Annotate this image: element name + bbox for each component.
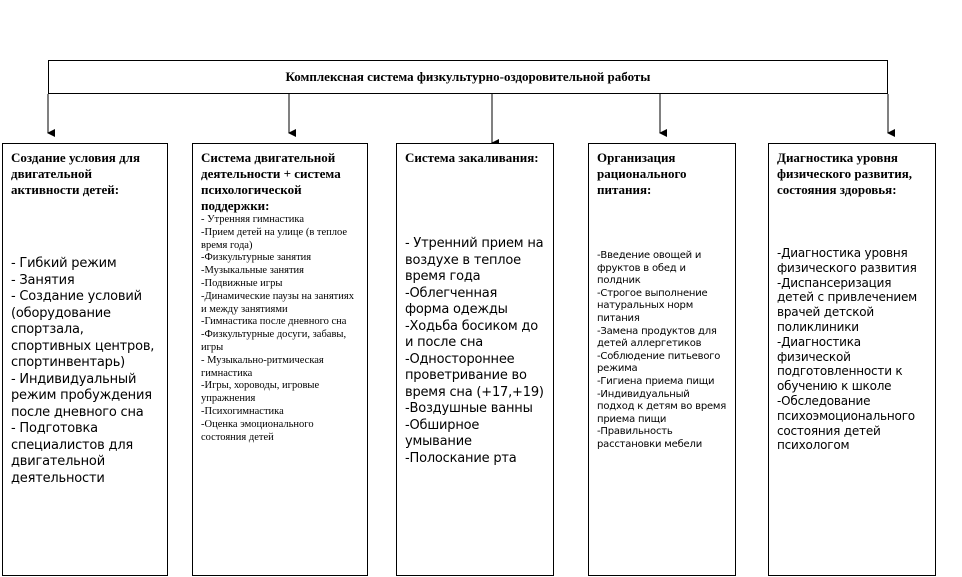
list-item: -Игры, хороводы, игровые упражнения (201, 380, 320, 405)
list-item: -Диагностика физической подготовленности к обучению к школе (777, 334, 903, 394)
list-item: -Одностороннее проветривание во время сна (+17,+19) (405, 351, 544, 400)
list-item: -Диагностика уровня физического развития (777, 246, 917, 275)
list-item: - Утренний прием на воздухе в теплое время года (405, 236, 544, 284)
list-item: - Гибкий режим (11, 256, 117, 271)
list-item: -Физкультурные занятия (201, 252, 312, 264)
list-item: -Замена продуктов для детей аллергетиков (597, 325, 717, 350)
column-diagnostics (768, 143, 936, 576)
item-list (777, 246, 927, 453)
list-item: -Строгое выполнение натуральных норм питания (597, 287, 708, 324)
column-nutrition (588, 143, 736, 576)
column-heading: Создание условия для двигательной активности детей: (11, 150, 140, 197)
list-item: -Физкультурные досуги, забавы, игры (201, 329, 347, 353)
list-item: -Правильность расстановки мебели (597, 426, 702, 450)
list-item: -Облегченная форма одежды (405, 285, 508, 317)
list-item: -Оценка эмоционального состояния детей (201, 418, 314, 443)
list-item: -Диспансеризация детей с привлечением врачей детской поликлиники (777, 275, 918, 334)
list-item: -Обследование психоэмоционального состояния детей психологом (777, 393, 915, 453)
list-item: -Ходьба босиком до и после сна (405, 318, 538, 350)
list-item: -Обширное умывание (405, 417, 480, 449)
main-title: Комплексная система физкультурно-оздоровительной работы (285, 69, 651, 84)
list-item: -Динамические паузы на занятиях и между занятиями (201, 290, 354, 315)
list-item: -Воздушные ванны (405, 401, 533, 416)
column-heading: Система двигательной деятельности + система психологической поддержки: (201, 150, 341, 213)
list-item: - Создание условий (оборудование спортзала, спортивных центров, спортинвентарь) (11, 289, 155, 370)
list-item: -Введение овощей и фруктов в обед и полдник (597, 250, 702, 287)
column-heading: Система закаливания: (405, 150, 539, 165)
column-motor-activity-system (192, 143, 368, 576)
list-item: - Занятия (11, 272, 75, 288)
column-hardening-system (396, 143, 554, 576)
list-item: -Гигиена приема пищи (597, 375, 715, 387)
list-item: - Утренняя гимнастика (201, 214, 305, 225)
list-item: -Музыкальные занятия (201, 265, 305, 277)
column-heading: Диагностика уровня физического развития, состояния здоровья: (777, 150, 913, 197)
list-item: - Музыкально-ритмическая гимнастика (201, 354, 324, 379)
list-item: -Соблюдение питьевого режима (597, 350, 721, 375)
list-item: - Индивидуальный режим пробуждения после дневного сна (11, 371, 152, 420)
item-list (201, 214, 359, 444)
list-item: - Подготовка специалистов для двигательной деятельности (11, 421, 134, 486)
list-item: -Прием детей на улице (в теплое время года) (201, 226, 348, 251)
list-item: -Гимнастика после дневного сна (201, 316, 347, 328)
item-list (597, 250, 727, 452)
item-list (11, 256, 159, 487)
main-title-box (48, 60, 888, 94)
list-item: -Подвижные игры (201, 277, 283, 289)
column-movement-conditions (2, 143, 168, 576)
item-list (405, 236, 545, 467)
list-item: -Индивидуальный подход к детям во время приема пищи (597, 388, 727, 425)
list-item: -Полоскание рта (405, 450, 517, 466)
list-item: -Психогимнастика (201, 405, 284, 417)
column-heading: Организация рационального питания: (597, 150, 687, 197)
